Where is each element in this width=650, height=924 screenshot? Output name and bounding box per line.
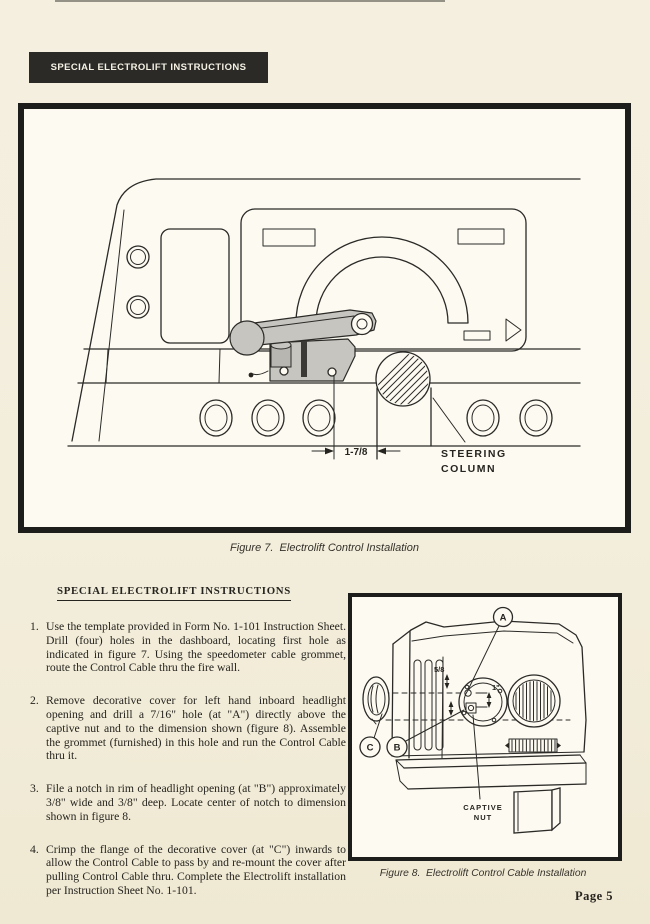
dimension-label: 1-7/8 [344, 447, 368, 458]
glove-panel [161, 229, 229, 343]
bumper-guard [514, 788, 560, 833]
figure7-dashboard-drawing [24, 109, 625, 527]
electrolift-lever-mechanism [230, 310, 376, 381]
lower-knob-row [200, 400, 552, 436]
decorative-cover [363, 677, 389, 724]
svg-text:1": 1" [492, 683, 500, 692]
steering-column-label [433, 398, 507, 475]
figure7-caption: Figure 7. Electrolift Control Installation [230, 542, 419, 554]
lever-ball-knob [230, 321, 264, 355]
speedometer-arc [296, 237, 468, 323]
wire-lead [253, 371, 268, 375]
page-number: Page 5 [574, 889, 613, 903]
item-number: 2. [30, 694, 39, 708]
svg-text:A: A [499, 612, 507, 624]
pivot-outer [352, 314, 373, 335]
list-item [30, 694, 346, 763]
list-item [30, 620, 346, 675]
lower-grille [505, 739, 561, 752]
steering-column [354, 349, 484, 459]
callout-a [468, 608, 513, 691]
list-item [30, 782, 346, 823]
svg-text:STEERING: STEERING [441, 448, 507, 460]
item-text: File a notch in rim of headlight opening (at "B") approximately 3/8" wide and 3/8" deep. Locate center of notch to dimension shown in figure 8. [46, 782, 346, 823]
svg-text:C: C [366, 742, 374, 754]
item-text: Crimp the flange of the decorative cover (at "C") inwards to allow the Control Cable to pass by and re-mount the cover after pulling Control Cable thru. Complete the Electrolift installation per Instruction Sheet No. 1-101. [46, 842, 346, 897]
section-heading: SPECIAL ELECTROLIFT INSTRUCTIONS [57, 585, 291, 601]
item-text: Remove decorative cover for left hand inboard headlight opening and drill a 7/16" hole (at "A") directly above the captive nut and to the dimension shown (figure 8). Assemble the grommet (furnished) in this hole and run the Control Cable thru it. [46, 694, 346, 763]
headlight-socket [459, 678, 507, 726]
captive-nut-label [463, 715, 503, 822]
figure8-headlight-drawing [352, 597, 618, 857]
svg-text:COLUMN: COLUMN [441, 463, 497, 475]
item-number: 4. [30, 842, 39, 856]
list-item [30, 843, 346, 898]
bumper [396, 755, 586, 789]
scan-edge-artifact [55, 0, 445, 2]
svg-text:B: B [393, 742, 401, 754]
instruction-list [30, 620, 346, 917]
figure8-caption: Figure 8. Electrolift Control Cable Installation [379, 868, 587, 879]
outboard-headlight [508, 675, 560, 727]
dash-left-knobs [127, 246, 149, 318]
indicator-arrow [506, 319, 521, 341]
figure8-box [348, 593, 622, 861]
item-number: 3. [30, 782, 39, 796]
svg-text:5/8: 5/8 [434, 665, 445, 674]
svg-text:CAPTIVE: CAPTIVE [463, 803, 503, 812]
item-number: 1. [30, 620, 39, 633]
banner-title: SPECIAL ELECTROLIFT INSTRUCTIONS [29, 52, 268, 83]
svg-text:NUT: NUT [473, 813, 493, 822]
item-text: Use the template provided in Form No. 1-101 Instruction Sheet. Drill (four) holes in the dashboard, locating first hole as indicated in figure 7. Using the speedometer cable grommet, route the Control Cable thru the fire wall. [46, 620, 346, 675]
figure7-box [18, 103, 631, 533]
